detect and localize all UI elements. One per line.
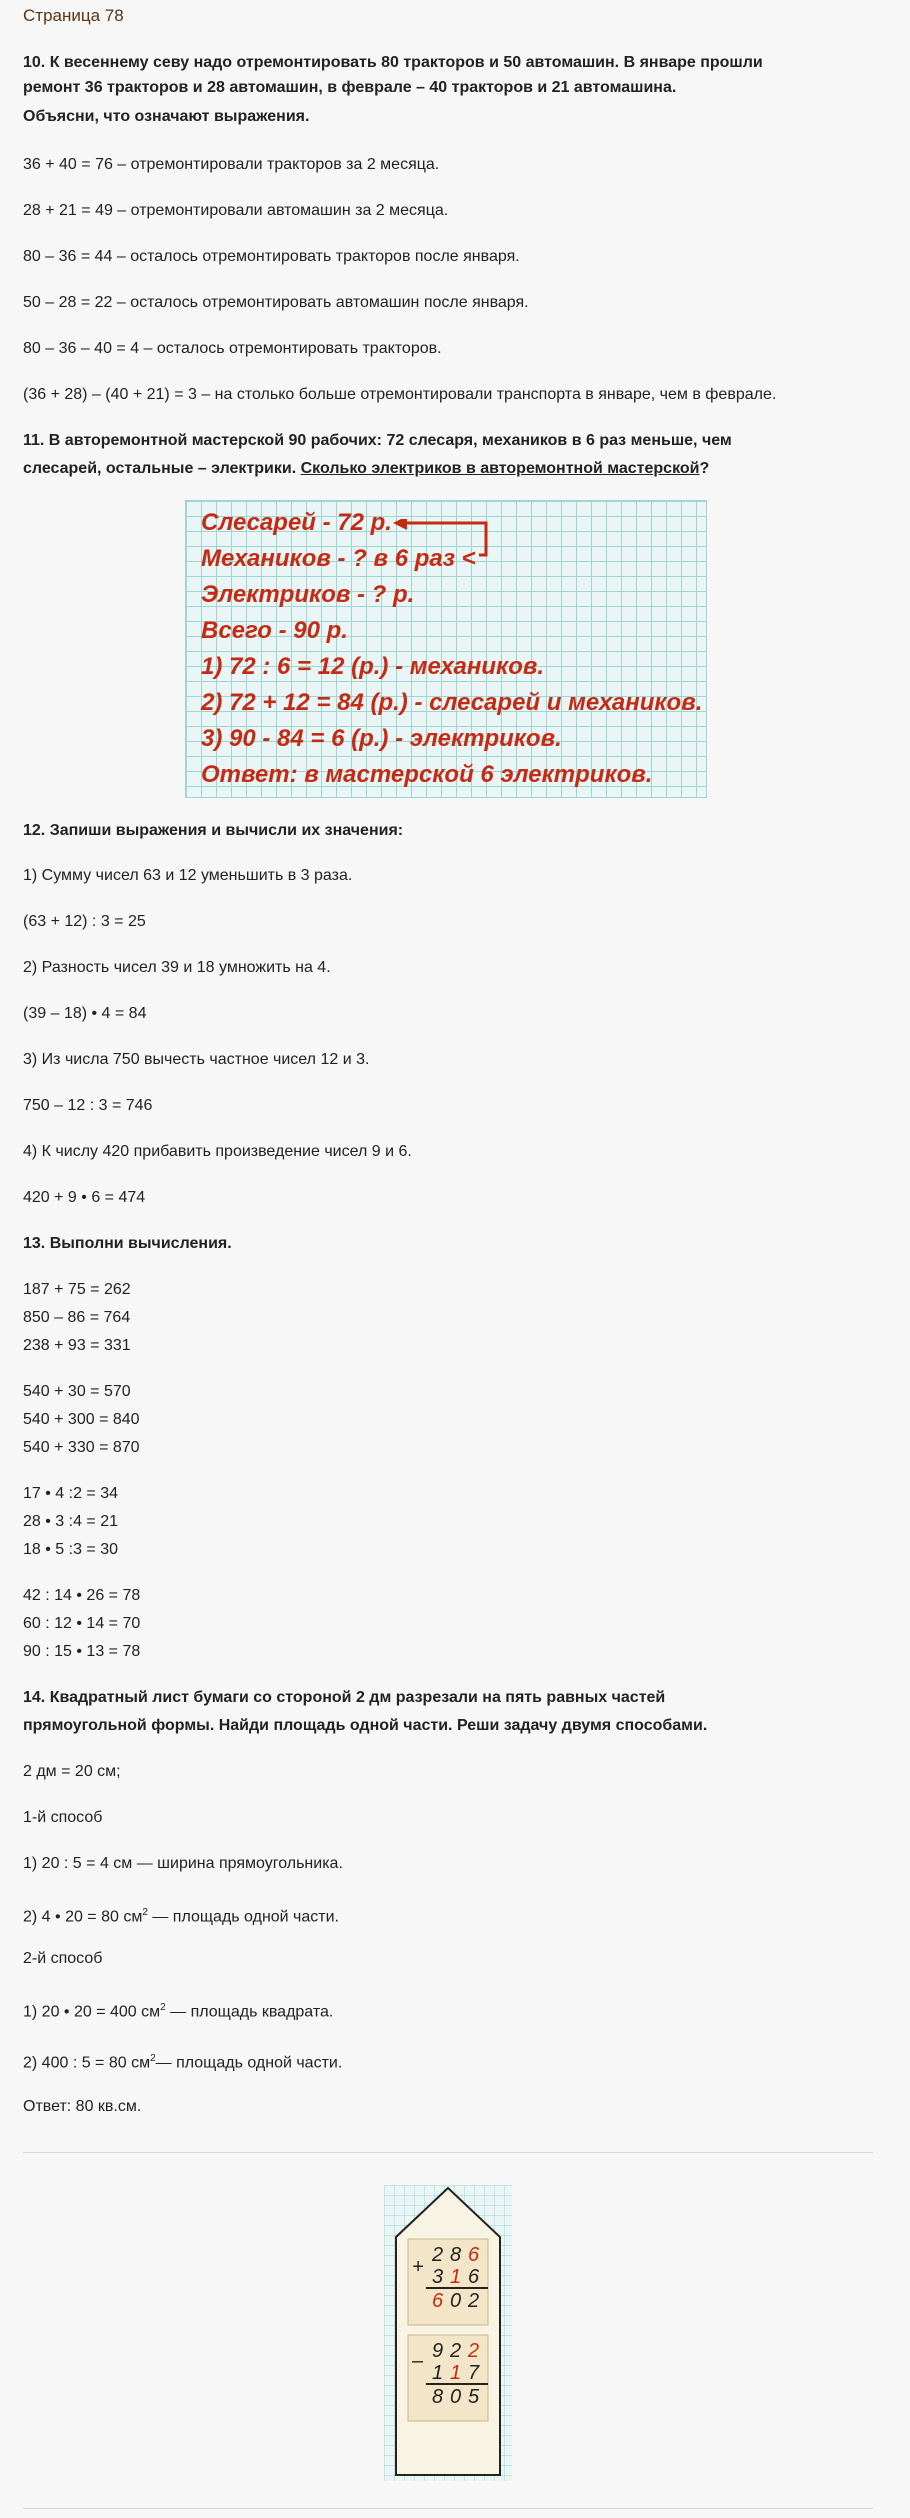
tile-top-b2: 6 xyxy=(468,2266,480,2288)
task12-line: 1) Сумму чисел 63 и 12 уменьшить в 3 раза. xyxy=(23,867,353,884)
task10-line: 36 + 40 = 76 – отремонтировали тракторов за 2 месяца. xyxy=(23,156,440,173)
notebook-line: 2) 72 + 12 = 84 (р.) - слесарей и механиков. xyxy=(201,689,703,716)
task11-question-text: слесарей, остальные – электрики. xyxy=(23,460,301,477)
task14-line: 2 дм = 20 см; xyxy=(23,1763,121,1780)
task10-question-line-3: Объясни, что означают выражения. xyxy=(23,108,310,125)
task13-line: 17 • 4 :2 = 34 xyxy=(23,1485,119,1502)
exponent: 2 xyxy=(150,2053,156,2064)
formula: 2) 4 • 20 = 80 см xyxy=(23,1908,143,1926)
task12-line: 4) К числу 420 прибавить произведение чисел 9 и 6. xyxy=(23,1143,412,1160)
task13-line: 540 + 300 = 840 xyxy=(23,1411,140,1428)
task13-line: 18 • 5 :3 = 30 xyxy=(23,1541,119,1558)
tile-top-a2: 6 xyxy=(468,2244,480,2266)
task10-line: 80 – 36 = 44 – осталось отремонтировать тракторов после января. xyxy=(23,248,520,265)
formula: 2) 400 : 5 = 80 см xyxy=(23,2054,151,2072)
formula: 1) 20 • 20 = 400 см xyxy=(23,2003,161,2021)
task14-question-line-2: прямоугольной формы. Найди площадь одной части. Реши задачу двумя способами. xyxy=(23,1717,708,1734)
tile-bottom-b2: 7 xyxy=(468,2362,480,2384)
task11-question-end: ? xyxy=(699,460,710,477)
calculation-tile-image xyxy=(384,2185,512,2481)
tile-top-r0: 6 xyxy=(432,2290,444,2312)
tile-top-b1: 1 xyxy=(450,2266,462,2288)
task13-line: 60 : 12 • 14 = 70 xyxy=(23,1615,141,1632)
task13-line: 42 : 14 • 26 = 78 xyxy=(23,1587,141,1604)
tile-bottom-r2: 5 xyxy=(468,2386,480,2408)
task13-line: 90 : 15 • 13 = 78 xyxy=(23,1643,141,1660)
exponent: 2 xyxy=(160,2002,166,2013)
task10-line: 28 + 21 = 49 – отремонтировали автомашин за 2 месяца. xyxy=(23,202,449,219)
task10-question-line-1: 10. К весеннему севу надо отремонтировать 80 тракторов и 50 автомашин. В январе прошли xyxy=(23,54,763,71)
tile-bottom-b1: 1 xyxy=(450,2362,462,2384)
tile-bottom-a1: 2 xyxy=(450,2340,462,2362)
notebook-line: Электриков - ? р. xyxy=(201,581,415,608)
task10-question-line-2: ремонт 36 тракторов и 28 автомашин, в феврале – 40 тракторов и 21 автомашина. xyxy=(23,79,677,96)
tile-top-r1: 0 xyxy=(450,2290,462,2312)
task14-line xyxy=(23,1995,883,2025)
exponent: 2 xyxy=(142,1907,148,1918)
task13-question: 13. Выполни вычисления. xyxy=(23,1235,232,1252)
tile-bottom-r1: 0 xyxy=(450,2386,462,2408)
task12-line: 420 + 9 • 6 = 474 xyxy=(23,1189,146,1206)
tile-top-a1: 8 xyxy=(450,2244,462,2266)
notebook-line: Слесарей - 72 р. xyxy=(201,509,392,536)
tile-bottom-sign: – xyxy=(412,2350,424,2372)
tile-top-r2: 2 xyxy=(468,2290,480,2312)
task14-way-2: 2-й способ xyxy=(23,1950,103,1967)
task14-line xyxy=(23,2046,883,2076)
tile-top-b0: 3 xyxy=(432,2266,444,2288)
tile-top-sign: + xyxy=(412,2256,424,2278)
task10-line: 80 – 36 – 40 = 4 – осталось отремонтировать тракторов. xyxy=(23,340,442,357)
notebook-line: 1) 72 : 6 = 12 (р.) - механиков. xyxy=(201,653,545,680)
notebook-line: 3) 90 - 84 = 6 (р.) - электриков. xyxy=(201,725,562,752)
formula-desc: — площадь одной части. xyxy=(155,2054,343,2072)
tile-bottom-a0: 9 xyxy=(432,2340,444,2362)
task14-way-1: 1-й способ xyxy=(23,1809,103,1826)
task12-line: (39 – 18) • 4 = 84 xyxy=(23,1005,147,1022)
task10-line: (36 + 28) – (40 + 21) = 3 – на столько больше отремонтировали транспорта в январе, чем в феврале. xyxy=(23,386,777,403)
task11-question-highlight: Сколько электриков в авторемонтной мастерской xyxy=(300,460,700,477)
formula-desc: — площадь одной части. xyxy=(147,1908,339,1926)
task13-line: 187 + 75 = 262 xyxy=(23,1281,131,1298)
tile-bottom-b0: 1 xyxy=(432,2362,444,2384)
page-title: Страница 78 xyxy=(23,6,124,25)
task14-line: 1) 20 : 5 = 4 см — ширина прямоугольника. xyxy=(23,1855,343,1872)
task14-question-line-1: 14. Квадратный лист бумаги со стороной 2 дм разрезали на пять равных частей xyxy=(23,1689,666,1706)
formula-desc: — площадь квадрата. xyxy=(165,2003,334,2021)
task12-line: 2) Разность чисел 39 и 18 умножить на 4. xyxy=(23,959,331,976)
task12-question: 12. Запиши выражения и вычисли их значения: xyxy=(23,822,404,839)
task14-answer: Ответ: 80 кв.см. xyxy=(23,2098,142,2115)
task14-line xyxy=(23,1900,883,1930)
task13-line: 238 + 93 = 331 xyxy=(23,1337,131,1354)
task11-question-line-1: 11. В авторемонтной мастерской 90 рабочих: 72 слесаря, механиков в 6 раз меньше, чем xyxy=(23,432,732,449)
notebook-line: Механиков - ? в 6 раз < xyxy=(201,545,476,572)
task11-question-line-2 xyxy=(23,456,883,482)
task12-line: 3) Из числа 750 вычесть частное чисел 12 и 3. xyxy=(23,1051,370,1068)
task12-line: 750 – 12 : 3 = 746 xyxy=(23,1097,153,1114)
task13-line: 28 • 3 :4 = 21 xyxy=(23,1513,119,1530)
tile-bottom-a2: 2 xyxy=(468,2340,480,2362)
tile-top-a0: 2 xyxy=(432,2244,444,2266)
task13-line: 540 + 330 = 870 xyxy=(23,1439,140,1456)
divider xyxy=(23,2508,873,2509)
notebook-image xyxy=(185,500,707,798)
task13-line: 850 – 86 = 764 xyxy=(23,1309,131,1326)
task10-line: 50 – 28 = 22 – осталось отремонтировать автомашин после января. xyxy=(23,294,529,311)
task13-line: 540 + 30 = 570 xyxy=(23,1383,131,1400)
notebook-line: Ответ: в мастерской 6 электриков. xyxy=(201,761,653,788)
tile-bottom-r0: 8 xyxy=(432,2386,444,2408)
divider xyxy=(23,2152,873,2153)
notebook-line: Всего - 90 р. xyxy=(201,617,348,644)
task12-line: (63 + 12) : 3 = 25 xyxy=(23,913,146,930)
